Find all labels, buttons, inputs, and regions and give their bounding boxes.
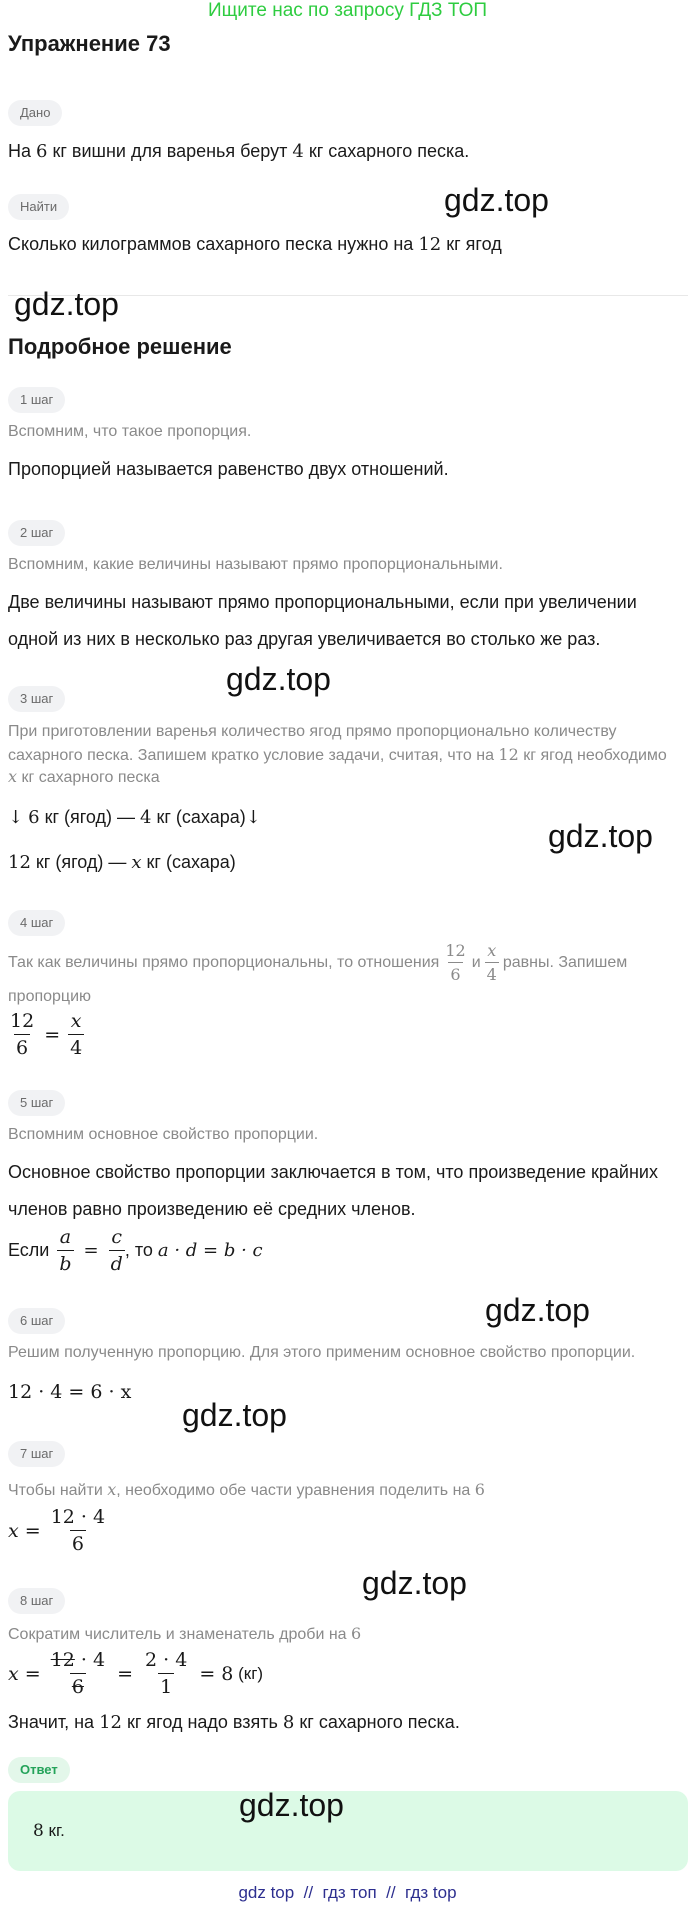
property-formula: Если $\frac{a}{b}$ = $\frac{c}{d}$ , то a · d = b · c [8,1226,263,1275]
fraction: $\frac{x}{4}$ [486,941,497,984]
step-text: Две величины называют прямо пропорциональными, если при увеличении [8,592,637,612]
step-hint: Сократим числитель и знаменатель дроби на 6 [8,1624,362,1643]
exercise-title: Упражнение 73 [8,31,171,56]
ratio-row-1: ↓ 6 кг (ягод) — 4 кг (сахара)↓ [8,807,261,828]
step-badge: 2 шаг [8,520,65,546]
step-badge: 5 шаг [8,1090,65,1116]
equation: x = $\frac{12 \cdot 4}{6}$ = $\frac{2 \cdot 4}{1}$ = 8 (кг) [8,1649,264,1698]
watermark: gdz.top [182,1397,287,1433]
watermark: gdz.top [362,1565,467,1601]
step-text: Основное свойство пропорции заключается в том, что произведение крайних [8,1162,658,1182]
step-text: Пропорцией называется равенство двух отношений. [8,459,449,479]
fraction: $\frac{12}{6}$ [445,941,466,984]
proportion-equation: $\frac{12}{6}$ = $\frac{x}{4}$ [10,1010,83,1059]
watermark: gdz.top [548,818,653,854]
find-text: Сколько килограммов сахарного песка нужно на 12 кг ягод [8,234,502,255]
step-badge: 4 шаг [8,910,65,936]
answer-badge: Ответ [8,1757,70,1783]
equation: x = $\frac{12 \cdot 4}{6}$ [8,1506,106,1555]
step-text: членов равно произведению её средних членов. [8,1199,416,1219]
watermark: gdz.top [239,1787,344,1823]
watermark: gdz.top [226,661,331,697]
step-hint: Чтобы найти x, необходимо обе части уравнения поделить на 6 [8,1480,485,1499]
step-badge: 7 шаг [8,1441,65,1467]
step-badge: 3 шаг [8,686,65,712]
given-badge: Дано [8,100,62,126]
conclusion-text: Значит, на 12 кг ягод надо взять 8 кг сахарного песка. [8,1712,460,1733]
watermark: gdz.top [444,182,549,218]
step-text: одной из них в несколько раз другая увеличивается во столько же раз. [8,629,601,649]
footer-links[interactable]: gdz top // гдз топ // гдз top [238,1883,457,1902]
step-badge: 8 шаг [8,1588,65,1614]
answer-box [8,1791,688,1871]
given-text: На 6 кг вишни для варенья берут 4 кг сахарного песка. [8,141,470,162]
step-hint: Вспомним, что такое пропорция. [8,423,252,440]
step-hint: Вспомним, какие величины называют прямо пропорциональными. [8,556,503,573]
answer-value: 8 кг. [33,1821,65,1841]
step-hint: Вспомним основное свойство пропорции. [8,1126,319,1143]
step-hint: x кг сахарного песка [8,767,160,786]
step-hint: пропорцию [8,988,92,1005]
watermark: gdz.top [485,1292,590,1328]
step-badge: 1 шаг [8,387,65,413]
equation: 12 · 4 = 6 · x [8,1381,132,1403]
step-badge: 6 шаг [8,1308,65,1334]
step-hint: Решим полученную пропорцию. Для этого применим основное свойство пропорции. [8,1344,636,1361]
find-badge: Найти [8,194,69,220]
step-hint: Так как величины прямо пропорциональны, то отношения $\frac{12}{6}$ и $\frac{x}{4}$ равны. Запишем [8,941,628,984]
watermark: gdz.top [14,286,119,322]
top-banner[interactable]: Ищите нас по запросу ГДЗ ТОП [207,0,488,21]
ratio-row-2: 12 кг (ягод) — x кг (сахара) [8,852,236,873]
solution-title: Подробное решение [8,334,232,359]
step-hint: сахарного песка. Запишем кратко условие задачи, считая, что на 12 кг ягод необходимо [8,745,667,764]
step-hint: При приготовлении варенья количество ягод прямо пропорционально количеству [8,723,617,740]
